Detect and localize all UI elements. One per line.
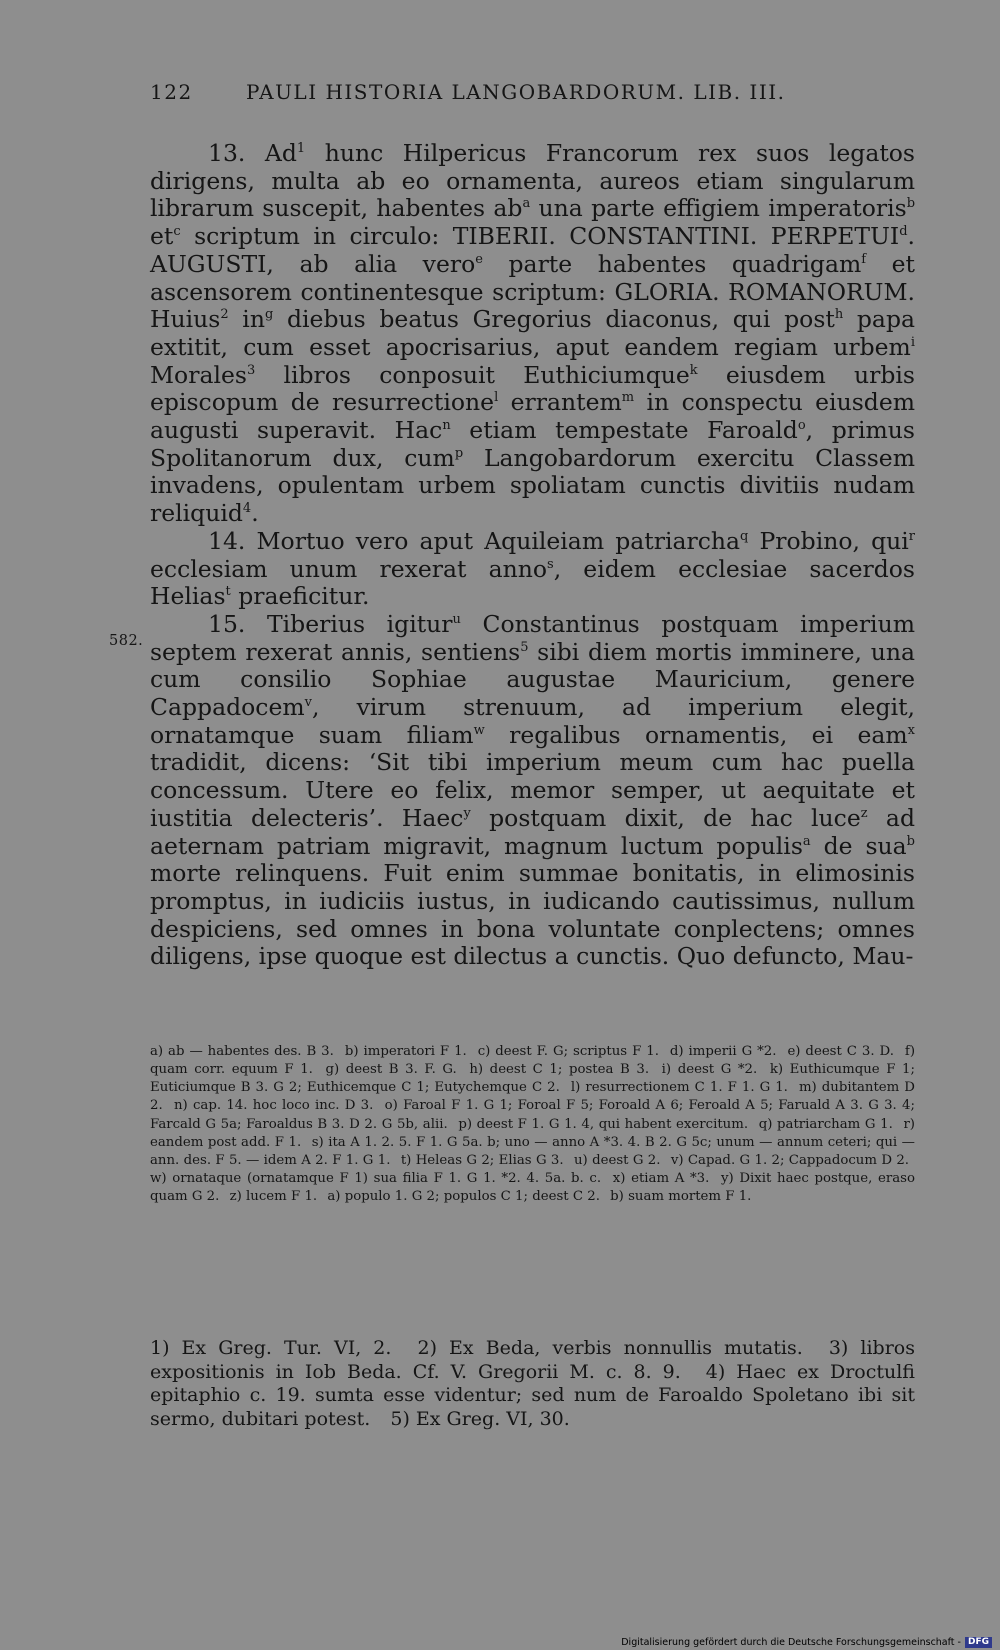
critical-apparatus: [150, 1043, 915, 1206]
text-run: eiusdem urbis episcopum de resurrectione: [150, 360, 915, 417]
source-notes-body: [150, 1337, 915, 1431]
apparatus-entry: f) quam corr. equum F 1.: [150, 1044, 916, 1078]
text-run: parte habentes quadrigam: [482, 249, 862, 278]
source-notes: [150, 1337, 915, 1431]
running-title: PAULI HISTORIA LANGOBARDORUM. LIB. III.: [246, 80, 786, 104]
note-marker: 5: [520, 639, 529, 655]
text-run: .: [251, 499, 259, 528]
source-note: 5) Ex Greg. VI, 30.: [390, 1407, 570, 1430]
text-run: 15. Tiberius igitur: [208, 609, 453, 638]
text-run: tradidit, dicens: ‘Sit tibi imperium meum cum hac puella concessum. Utere eo felix, memor semper, ut aequitate et iustitia delecteris’. Haec: [150, 748, 915, 832]
note-marker: a: [802, 833, 811, 849]
note-marker: g: [264, 307, 274, 323]
apparatus-entry: o) Faroal F 1. G 1; Foroal F 5; Foroald A 6; Feroald A 5; Faruald A 3. G 3. 4; Farcald G 5a; Faroaldus B 3. D 2. G 5b, alii.: [150, 1098, 915, 1132]
note-marker: q: [740, 528, 749, 544]
note-marker: p: [454, 445, 464, 461]
apparatus-entry: w) ornataque (ornatamque F 1) sua filia F 1. G 1. *2. 4. 5a. b. c.: [150, 1171, 602, 1187]
note-marker: a: [522, 196, 531, 212]
text-run: Morales: [150, 360, 247, 389]
apparatus-entry: h) deest C 1; postea B 3.: [469, 1062, 650, 1078]
note-marker: o: [797, 418, 806, 434]
note-marker: n: [442, 418, 451, 434]
text-run: praeficitur.: [230, 582, 370, 611]
note-marker: 4: [242, 501, 252, 517]
apparatus-entry: u) deest G 2.: [573, 1152, 661, 1168]
text-run: , virum strenuum, ad imperium elegit, ornatamque suam filiam: [150, 693, 915, 749]
text-run: una parte effigiem imperatoris: [530, 194, 907, 223]
apparatus-entry: e) deest C 3. D.: [787, 1044, 894, 1059]
note-marker: v: [304, 695, 312, 711]
apparatus-entry: x) etiam A *3.: [612, 1171, 710, 1187]
source-note: 3) libros expositionis in Iob Beda. Cf. V. Gregorii M. c. 8. 9.: [150, 1337, 915, 1383]
apparatus-entry: s) ita A 1. 2. 5. F 1. G 5a. b; uno — anno A *3. 4. B 2. G 5c; unum — annum ceteri; qui — ann. des. F 5. — idem A 2. F 1. G 1.: [150, 1134, 915, 1168]
note-marker: r: [908, 528, 915, 544]
note-marker: z: [860, 805, 868, 821]
apparatus-entry: q) patriarcham G 1.: [758, 1116, 893, 1132]
text-run: Langobardorum exercitu Classem invadens, opulentam urbem spoliatam cunctis divitiis nudam reliquid: [150, 443, 916, 528]
text-run: sibi diem mortis imminere, una cum consilio Sophiae augustae Mauricium, genere Cappadocem: [150, 637, 915, 722]
note-marker: l: [494, 390, 499, 406]
text-run: 14. Mortuo vero aput Aquileiam patriarcha: [208, 526, 741, 555]
digitization-footer: [621, 1636, 992, 1648]
main-text: [150, 140, 915, 971]
text-run: , eidem ecclesiae sacerdos Helias: [150, 554, 915, 611]
apparatus-entry: a) ab — habentes des. B 3.: [150, 1044, 334, 1059]
source-note: 2) Ex Beda, verbis nonnullis mutatis.: [417, 1337, 803, 1359]
apparatus-entry: z) lucem F 1.: [229, 1189, 318, 1205]
text-run: . AUGUSTI, ab alia vero: [150, 222, 915, 278]
text-run: regalibus ornamentis, ei eam: [484, 720, 908, 749]
paragraph-14: [150, 528, 915, 611]
margin-year-note: 582.: [109, 633, 144, 649]
text-run: in: [228, 305, 265, 334]
paragraph-13: [150, 140, 915, 528]
text-run: de sua: [810, 831, 907, 860]
note-marker: b: [906, 833, 915, 849]
apparatus-entry: c) deest F. G; scriptus F 1.: [477, 1044, 659, 1059]
apparatus-entry: v) Capad. G 1. 2; Cappadocum D 2.: [670, 1152, 910, 1168]
text-run: errantem: [498, 388, 622, 417]
apparatus-entry: n) cap. 14. hoc loco inc. D 3.: [173, 1098, 374, 1114]
note-marker: k: [689, 362, 698, 378]
text-run: papa extitit, cum esset apocrisarius, aput eandem regiam urbem: [150, 305, 915, 361]
text-run: Constantinus postquam imperium septem rexerat annis, sentiens: [150, 609, 915, 666]
text-run: in conspectu eiusdem augusti superavit. Hac: [150, 388, 916, 445]
text-run: , primus Spolitanorum dux, cum: [150, 416, 915, 472]
note-marker: t: [225, 584, 231, 600]
paragraph-15: [150, 611, 915, 971]
text-run: morte relinquens. Fuit enim summae bonitatis, in elimosinis promptus, in iudiciis iustus, in iudicando cautissimus, nullum despiciens, sed omnes in bona voluntate conplectens; omnes diligens, ipse quoque est dilectus a cunctis. Quo defuncto, Mau-: [150, 859, 915, 971]
page-number: 122: [150, 80, 193, 104]
apparatus-entry: r) eandem post add. F 1.: [150, 1116, 915, 1150]
source-note: 4) Haec ex Droctulfi epitaphio c. 19. sumta esse videntur; sed num de Faroaldo Spoletano ibi sit sermo, dubitari potest.: [150, 1360, 915, 1430]
apparatus-entry: m) dubitantem D 2.: [150, 1080, 915, 1114]
note-marker: x: [907, 722, 916, 738]
note-marker: s: [547, 556, 554, 572]
apparatus-entry: y) Dixit haec postque, eraso quam G 2.: [150, 1171, 915, 1205]
apparatus-entry: g) deest B 3. F. G.: [325, 1062, 457, 1078]
apparatus-entry: p) deest F 1. G 1. 4, qui habent exercitum.: [458, 1116, 749, 1132]
apparatus-entry: b) imperatori F 1.: [344, 1044, 467, 1059]
text-run: etiam tempestate Faroald: [450, 416, 798, 445]
apparatus-entry: a) populo 1. G 2; populos C 1; deest C 2.: [327, 1189, 600, 1205]
note-marker: c: [173, 224, 181, 240]
text-run: hunc Hilpericus Francorum rex suos legatos dirigens, multa ab eo ornamenta, aureos etiam singularum librarum suscepit, habentes ab: [150, 139, 915, 223]
text-run: postquam dixit, de hac luce: [470, 803, 861, 832]
note-marker: w: [473, 722, 485, 738]
footer-text: Digitalisierung gefördert durch die Deutsche Forschungsgemeinschaft -: [621, 1636, 961, 1648]
note-marker: 3: [246, 362, 256, 378]
text-run: Probino, qui: [748, 526, 909, 555]
note-marker: 2: [220, 307, 229, 323]
text-run: 13. Ad: [208, 139, 297, 167]
text-run: et: [150, 222, 174, 251]
text-run: et ascensorem continentesque scriptum: GLORIA. ROMANORUM. Huius: [150, 249, 915, 334]
note-marker: d: [899, 224, 908, 240]
note-marker: b: [906, 196, 916, 212]
apparatus-entry: t) Heleas G 2; Elias G 3.: [400, 1152, 564, 1168]
text-run: libros conposuit Euthiciumque: [255, 360, 690, 389]
apparatus-entry: l) resurrectionem C 1. F 1. G 1.: [570, 1080, 788, 1096]
apparatus-entry: k) Euthicumque F 1; Euticiumque B 3. G 2; Euthicemque C 1; Eutychemque C 2.: [150, 1062, 915, 1096]
apparatus-entry: b) suam mortem F 1.: [610, 1189, 752, 1205]
note-marker: y: [463, 805, 471, 821]
note-marker: 1: [296, 141, 306, 156]
note-marker: u: [452, 611, 461, 627]
note-marker: h: [834, 307, 844, 323]
note-marker: f: [861, 251, 867, 267]
source-note: 1) Ex Greg. Tur. VI, 2.: [150, 1337, 392, 1359]
text-run: ecclesiam unum rexerat anno: [150, 554, 548, 583]
text-run: diebus beatus Gregorius diaconus, qui post: [273, 305, 835, 334]
apparatus-notes: [150, 1043, 915, 1206]
note-marker: e: [475, 251, 483, 267]
note-marker: i: [910, 334, 915, 350]
apparatus-entry: i) deest G *2.: [661, 1062, 758, 1078]
text-run: ad aeternam patriam migravit, magnum luctum populis: [150, 803, 915, 860]
text-run: scriptum in circulo: TIBERII. CONSTANTINI. PERPETUI: [180, 222, 900, 251]
dfg-logo: DFG: [965, 1637, 992, 1648]
apparatus-entry: d) imperii G *2.: [669, 1044, 777, 1059]
note-marker: m: [621, 390, 635, 406]
